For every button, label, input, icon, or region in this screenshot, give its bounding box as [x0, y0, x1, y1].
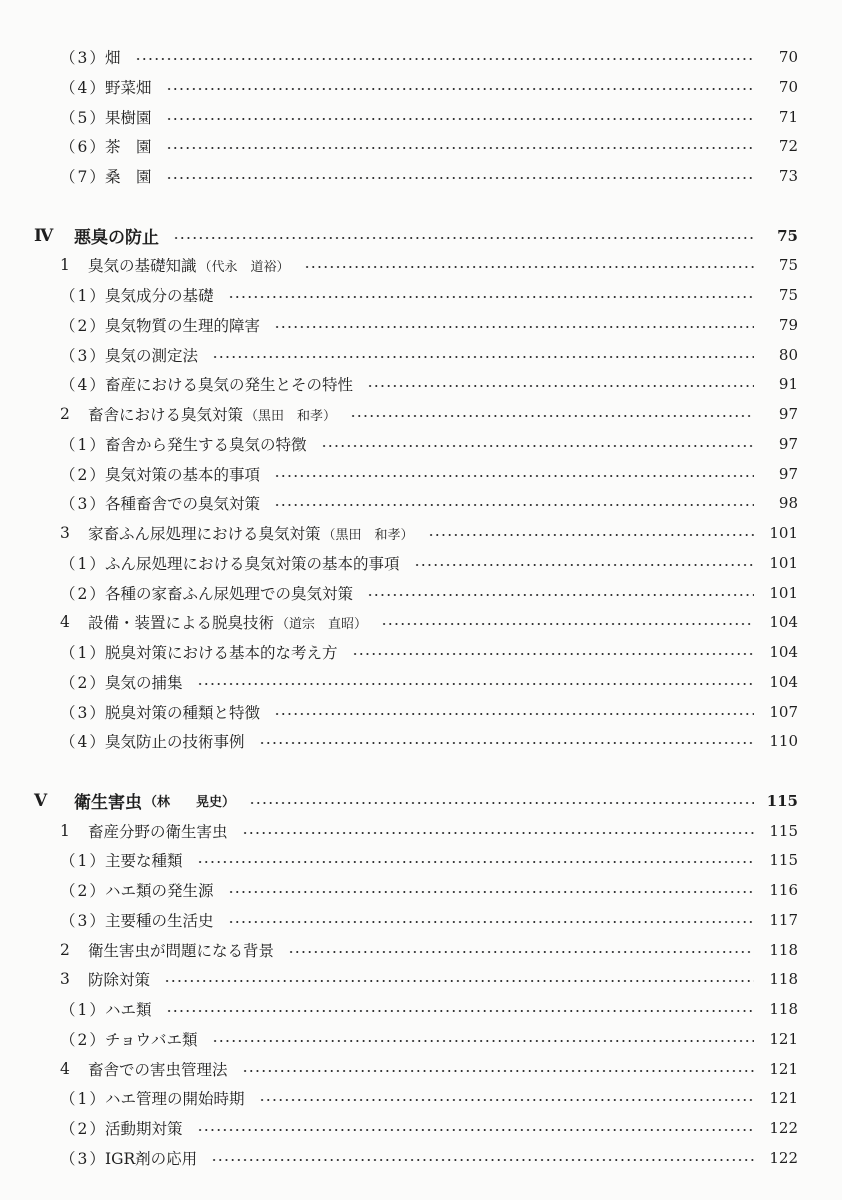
entry-page-number: 97: [778, 434, 798, 453]
entry-page-number: 115: [766, 791, 798, 810]
entry-number: 1: [60, 821, 70, 840]
entry-number: 3: [60, 524, 70, 542]
toc-entry: [0, 42, 842, 72]
entry-number: （2）: [60, 1120, 107, 1138]
entry-author: （林 晃史）: [144, 795, 236, 811]
toc-entry: [0, 459, 842, 489]
toc-entry: [0, 697, 842, 727]
dot-leader: [212, 1040, 754, 1042]
entry-title: 茶 園: [105, 138, 152, 157]
entry-title: 畜舎から発生する臭気の特徴: [105, 435, 307, 454]
entry-page-number: 79: [778, 315, 798, 334]
entry-number: （4）: [60, 78, 107, 97]
entry-number: （1）: [60, 1001, 107, 1019]
entry-title: 各種畜舎での臭気対策: [105, 495, 261, 514]
entry-page-number: 91: [778, 375, 798, 394]
toc-entry: [0, 161, 842, 191]
entry-number: （2）: [60, 673, 107, 692]
toc-entry: [0, 845, 842, 875]
toc-entry: [0, 578, 842, 608]
entry-title: 臭気の測定法: [105, 346, 199, 365]
entry-number: （5）: [60, 108, 107, 127]
dot-leader: [274, 475, 754, 477]
entry-title: 臭気成分の基礎: [105, 287, 214, 305]
entry-page-number: 104: [769, 613, 798, 632]
entry-page-number: 97: [778, 464, 798, 483]
entry-page-number: 118: [769, 970, 798, 989]
entry-number: （4）: [60, 733, 107, 752]
toc-entry: [0, 369, 842, 399]
entry-title: ふん尿処理における臭気対策の基本的事項: [105, 554, 400, 573]
dot-leader: [135, 58, 754, 60]
entry-page-number: 97: [778, 405, 798, 423]
entry-page-number: 117: [769, 910, 798, 929]
toc-entry: [0, 726, 842, 756]
dot-leader: [242, 832, 754, 834]
entry-title: 果樹園: [105, 108, 152, 127]
entry-title: 畑: [105, 49, 121, 67]
dot-leader: [274, 713, 754, 715]
entry-page-number: 116: [769, 881, 798, 899]
entry-number: 2: [60, 405, 70, 423]
dot-leader: [428, 534, 754, 536]
toc-entry: [0, 1054, 842, 1084]
dot-leader: [211, 1159, 754, 1161]
entry-number: （1）: [60, 852, 107, 871]
dot-leader: [197, 1129, 754, 1131]
dot-leader: [173, 237, 754, 239]
entry-title: 野菜畑: [105, 78, 152, 97]
entry-number: （4）: [60, 376, 107, 395]
entry-title: 畜舎での害虫管理法: [88, 1060, 228, 1079]
entry-number: 3: [60, 970, 70, 989]
entry-title: ハエ管理の開始時期: [105, 1090, 245, 1109]
dot-leader: [166, 88, 754, 90]
toc-entry: [0, 994, 842, 1024]
toc-entry: [0, 280, 842, 310]
entry-page-number: 72: [778, 137, 798, 156]
entry-page-number: 71: [778, 107, 798, 126]
entry-page-number: 121: [769, 1029, 798, 1048]
entry-page-number: 107: [769, 702, 798, 721]
entry-title: 畜産分野の衛生害虫: [88, 822, 228, 841]
entry-number: （2）: [60, 465, 107, 484]
entry-number: （3）: [60, 495, 107, 514]
dot-leader: [166, 118, 754, 120]
entry-title: 臭気の基礎知識: [88, 257, 197, 276]
entry-page-number: 110: [769, 732, 798, 751]
entry-page-number: 101: [769, 583, 798, 602]
dot-leader: [274, 504, 754, 506]
toc-entry: [0, 131, 842, 161]
toc-entry: [0, 429, 842, 459]
toc-entry: [0, 221, 842, 251]
toc-entry: [0, 935, 842, 965]
entry-author: （黒田 和孝）: [322, 527, 414, 543]
entry-page-number: 104: [769, 643, 798, 661]
dot-leader: [212, 356, 754, 358]
dot-leader: [259, 742, 754, 744]
entry-number: （2）: [60, 316, 107, 335]
entry-number: （3）: [60, 703, 107, 722]
toc-entry: [0, 488, 842, 518]
dot-leader: [164, 980, 754, 982]
dot-leader: [288, 951, 754, 953]
toc-entry: [0, 607, 842, 637]
entry-number: 4: [60, 613, 70, 632]
toc-entry: [0, 1113, 842, 1143]
toc-entry: [0, 310, 842, 340]
entry-page-number: 75: [777, 226, 798, 245]
entry-title: 畜産における臭気の発生とその特性: [105, 376, 354, 395]
entry-number: （1）: [60, 644, 107, 662]
entry-number: （3）: [60, 1149, 107, 1168]
entry-number: （3）: [60, 49, 107, 67]
dot-leader: [228, 921, 754, 923]
entry-title: ハエ類の発生源: [105, 882, 214, 900]
dot-leader: [381, 623, 754, 625]
dot-leader: [166, 1010, 754, 1012]
entry-author: （道宗 直昭）: [276, 616, 368, 632]
dot-leader: [249, 802, 754, 804]
entry-number: （2）: [60, 1030, 107, 1049]
entry-page-number: 70: [778, 77, 798, 96]
entry-number: （1）: [60, 554, 107, 573]
toc-entry: [0, 667, 842, 697]
entry-title: 設備・装置による脱臭技術: [88, 614, 275, 633]
toc-entry: [0, 1083, 842, 1113]
dot-leader: [352, 653, 754, 655]
entry-page-number: 98: [778, 494, 798, 513]
toc-entry: [0, 875, 842, 905]
entry-title: 脱臭対策の種類と特徴: [105, 703, 261, 722]
dot-leader: [197, 861, 754, 863]
entry-number: 4: [60, 1059, 70, 1078]
entry-title: 臭気の捕集: [105, 673, 183, 692]
entry-number: （1）: [60, 435, 107, 454]
entry-title: 防除対策: [88, 971, 151, 990]
entry-page-number: 118: [769, 1000, 798, 1018]
entry-number: （6）: [60, 138, 107, 157]
entry-title: 臭気対策の基本的事項: [105, 465, 261, 484]
entry-page-number: 115: [769, 851, 798, 870]
entry-title: 脱臭対策における基本的な考え方: [105, 644, 338, 662]
entry-number: （3）: [60, 911, 107, 930]
entry-title: 主要種の生活史: [105, 911, 214, 930]
entry-title: 臭気物質の生理的障害: [105, 316, 261, 335]
toc-entry: [0, 1024, 842, 1054]
toc-entry: [0, 72, 842, 102]
toc-entry: [0, 250, 842, 280]
entry-page-number: 73: [778, 167, 798, 185]
dot-leader: [274, 326, 754, 328]
dot-leader: [166, 147, 754, 149]
entry-title: 主要な種類: [105, 852, 183, 871]
entry-page-number: 122: [769, 1148, 798, 1167]
dot-leader: [228, 296, 754, 298]
entry-page-number: 121: [769, 1059, 798, 1078]
toc-entry: [0, 518, 842, 548]
entry-title: 活動期対策: [105, 1120, 183, 1138]
toc-entry: [0, 399, 842, 429]
entry-number: （2）: [60, 882, 107, 900]
dot-leader: [259, 1099, 754, 1101]
toc-entry: [0, 340, 842, 370]
dot-leader: [228, 891, 754, 893]
entry-page-number: 104: [769, 672, 798, 691]
entry-title: ハエ類: [105, 1001, 152, 1019]
entry-title: 桑 園: [105, 168, 152, 186]
entry-title: 悪臭の防止: [74, 228, 159, 248]
entry-page-number: 75: [778, 256, 798, 275]
dot-leader: [367, 385, 754, 387]
entry-page-number: 70: [778, 48, 798, 66]
toc-entry: [0, 816, 842, 846]
toc-entry: [0, 905, 842, 935]
entry-number: 1: [60, 256, 70, 275]
entry-number: （1）: [60, 1090, 107, 1109]
entry-author: （黒田 和孝）: [245, 408, 337, 424]
dot-leader: [166, 177, 754, 179]
entry-author: （代永 道裕）: [198, 259, 290, 275]
entry-title: IGR剤の応用: [105, 1149, 198, 1168]
entry-title: 畜舎における臭気対策: [88, 406, 244, 424]
entry-page-number: 75: [778, 286, 798, 304]
toc-entry: [0, 548, 842, 578]
dot-leader: [367, 594, 754, 596]
dot-leader: [242, 1070, 754, 1072]
entry-title: 衛生害虫が問題になる背景: [88, 941, 275, 960]
toc-entry: [0, 637, 842, 667]
entry-title: 家畜ふん尿処理における臭気対策: [88, 525, 321, 543]
dot-leader: [197, 683, 754, 685]
entry-page-number: 101: [769, 524, 798, 542]
entry-title: チョウバエ類: [105, 1030, 198, 1049]
dot-leader: [414, 564, 754, 566]
entry-page-number: 80: [778, 345, 798, 364]
entry-page-number: 121: [769, 1089, 798, 1108]
toc-entry: [0, 102, 842, 132]
entry-number: Ⅴ: [34, 790, 48, 811]
entry-number: （1）: [60, 287, 107, 305]
dot-leader: [321, 445, 754, 447]
entry-title: 臭気防止の技術事例: [105, 733, 245, 752]
dot-leader: [350, 415, 754, 417]
toc-entry: [0, 1143, 842, 1173]
entry-page-number: 118: [769, 940, 798, 959]
entry-number: （7）: [60, 168, 107, 186]
entry-page-number: 115: [769, 821, 798, 840]
entry-title: 衛生害虫: [74, 793, 142, 814]
toc-entry: [0, 964, 842, 994]
entry-page-number: 122: [769, 1119, 798, 1137]
entry-number: （3）: [60, 346, 107, 365]
dot-leader: [304, 266, 754, 268]
entry-number: Ⅳ: [34, 225, 54, 246]
entry-title: 各種の家畜ふん尿処理での臭気対策: [105, 584, 354, 603]
entry-number: 2: [60, 940, 70, 959]
entry-page-number: 101: [769, 553, 798, 572]
toc-entry: [0, 786, 842, 816]
entry-number: （2）: [60, 584, 107, 603]
